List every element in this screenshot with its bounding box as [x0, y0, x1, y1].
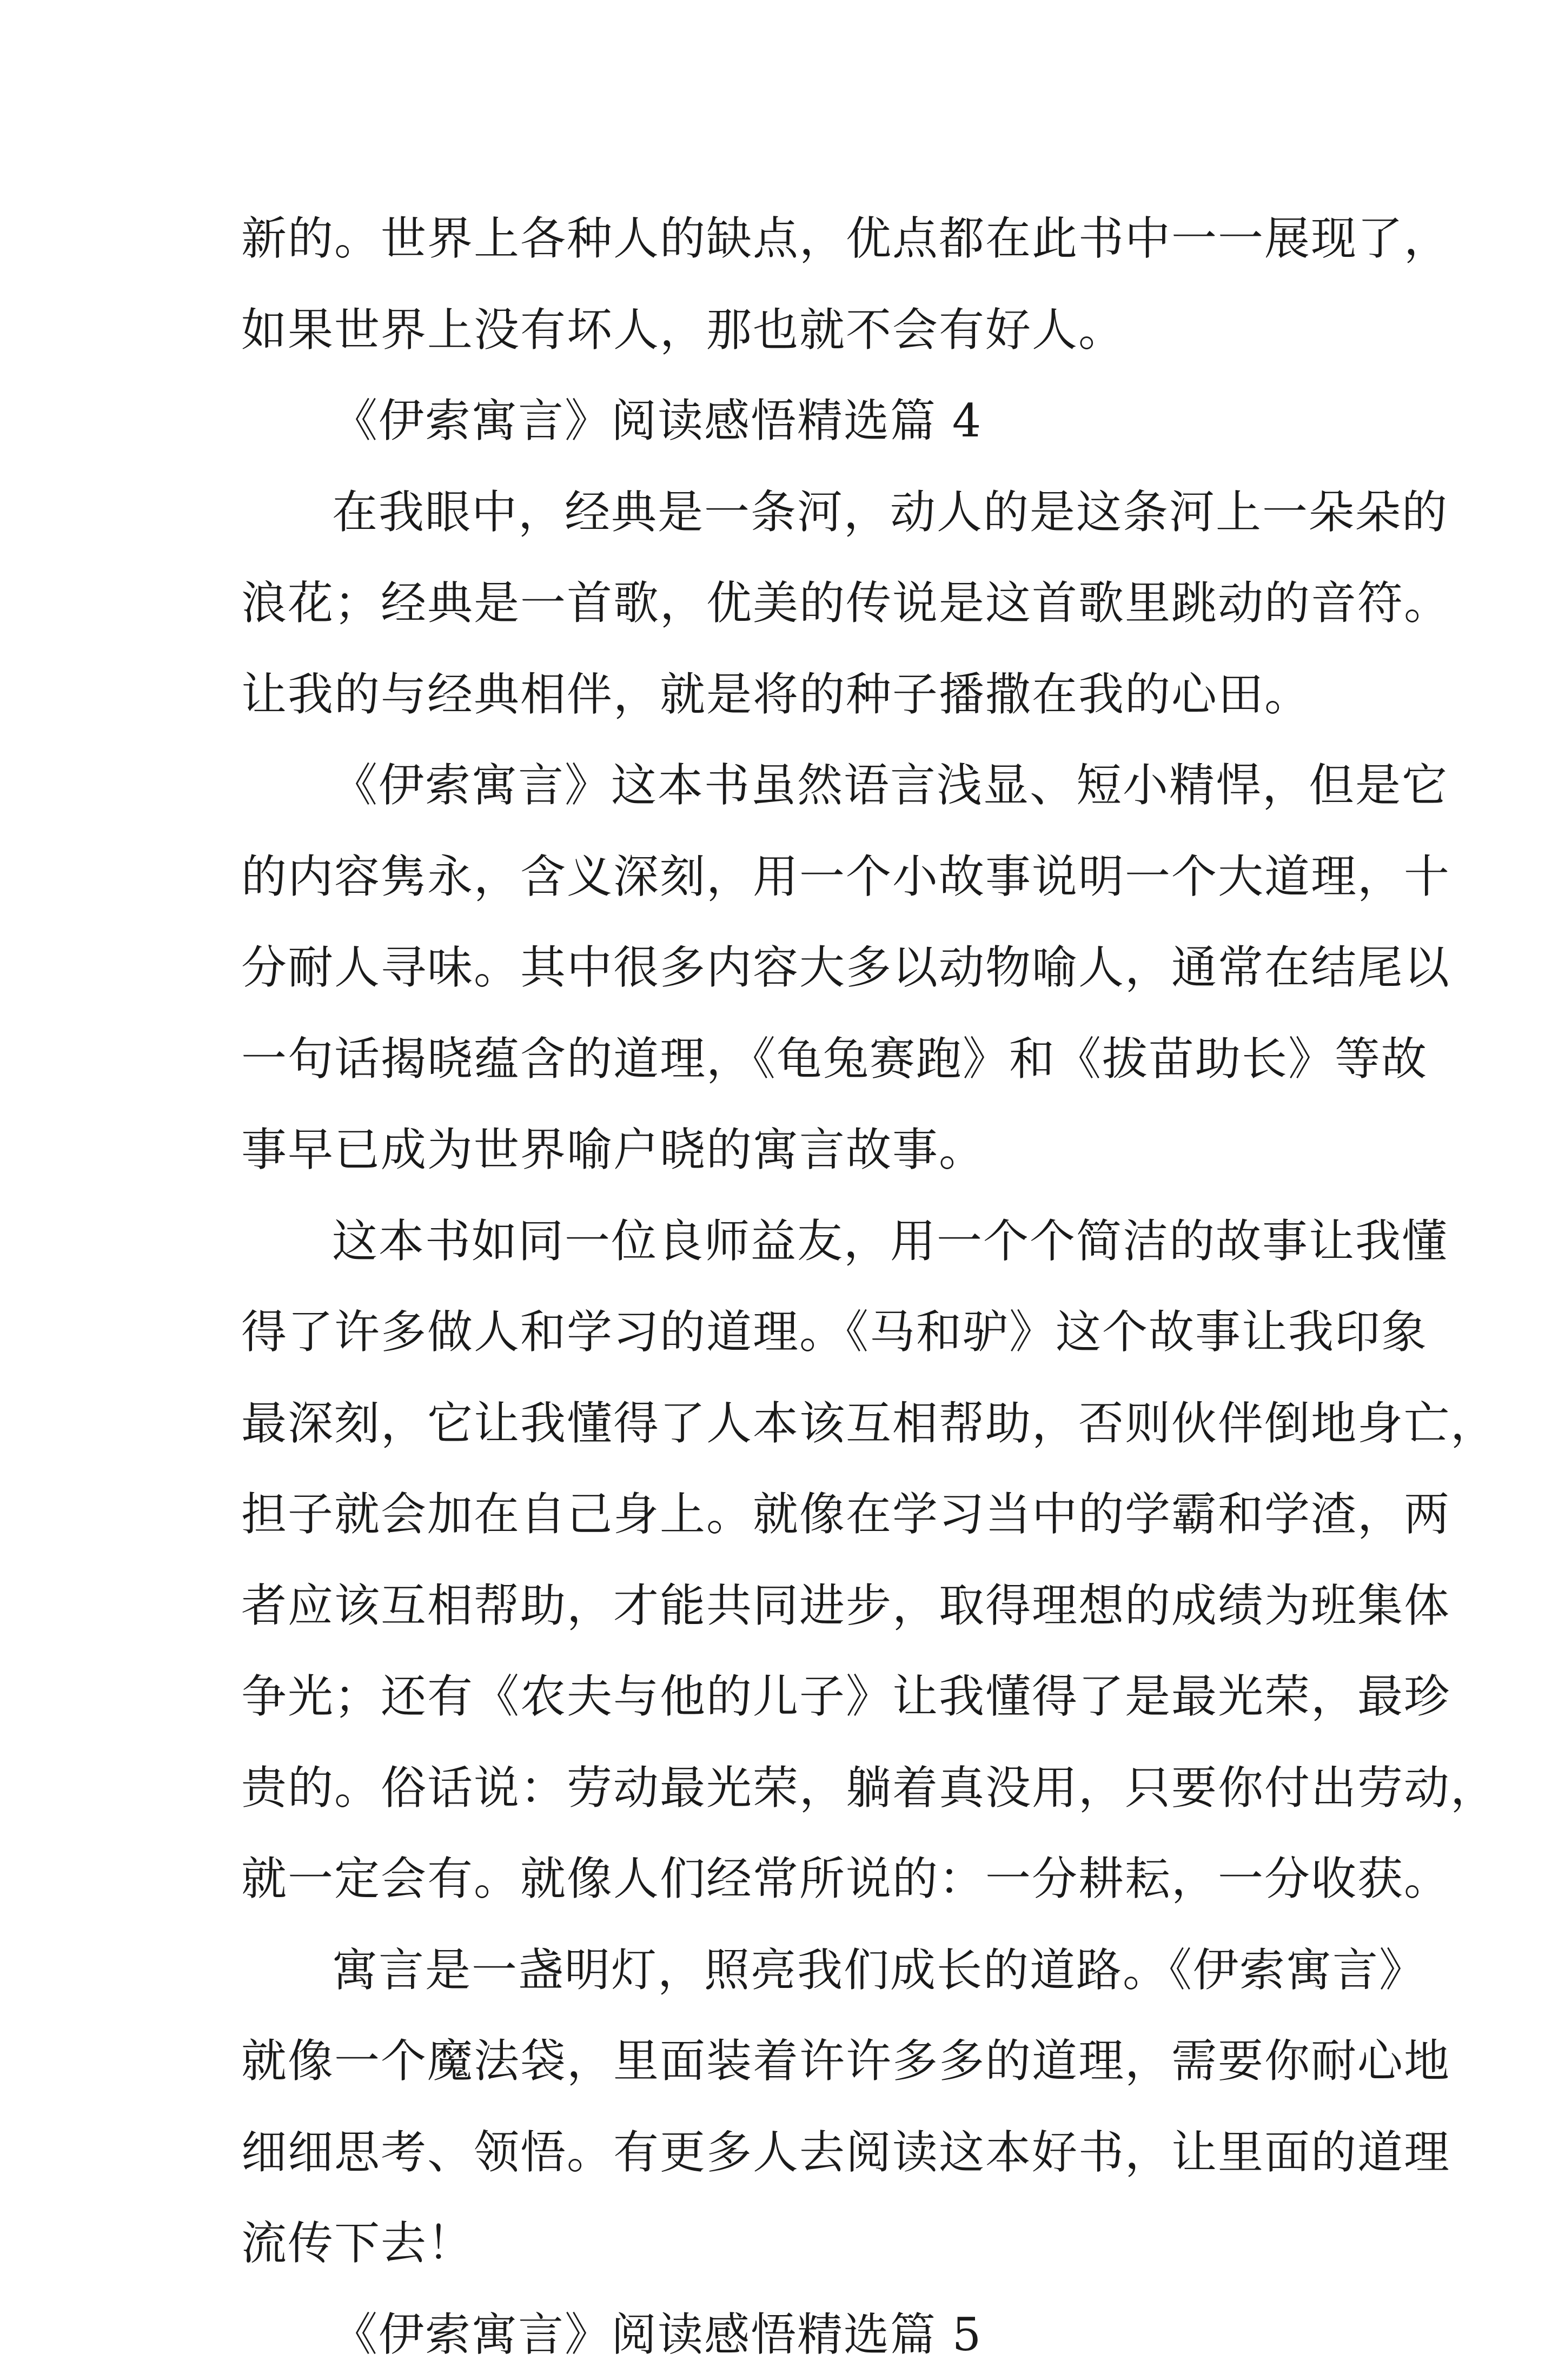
section-heading-5: [241, 2289, 1339, 2380]
text-line: 细细思考、领悟。有更多人去阅读这本好书，让里面的道理: [241, 2107, 1339, 2198]
text-line: 担子就会加在自己身上。就像在学习当中的学霸和学渣，两: [241, 1469, 1339, 1560]
section-heading-4: [241, 375, 1339, 467]
paragraph-teacher: [241, 1196, 1339, 1925]
paragraph-book: [241, 740, 1339, 1196]
text-line: 就一定会有。就像人们经常所说的：一分耕耘，一分收获。: [241, 1833, 1339, 1925]
text-line: 事早已成为世界喻户晓的寓言故事。: [241, 1104, 1339, 1196]
paragraph-continued: [241, 193, 1339, 375]
text-line: 让我的与经典相伴，就是将的种子播撒在我的心田。: [241, 649, 1339, 740]
text-line: 在我眼中，经典是一条河，动人的是这条河上一朵朵的: [241, 467, 1339, 558]
text-line: 得了许多做人和学习的道理。《马和驴》这个故事让我印象: [241, 1287, 1339, 1378]
text-line: 寓言是一盏明灯，照亮我们成长的道路。《伊索寓言》: [241, 1925, 1339, 2016]
document-body: [241, 193, 1339, 2380]
text-line: 的内容隽永，含义深刻，用一个小故事说明一个大道理，十: [241, 831, 1339, 923]
heading-line: 《伊索寓言》阅读感悟精选篇 5: [241, 2289, 1339, 2380]
text-line: 这本书如同一位良师益友，用一个个简洁的故事让我懂: [241, 1196, 1339, 1287]
text-line: 新的。世界上各种人的缺点，优点都在此书中一一展现了，: [241, 193, 1339, 284]
paragraph-lamp: [241, 1925, 1339, 2289]
text-line: 最深刻，它让我懂得了人本该互相帮助，否则伙伴倒地身亡，: [241, 1378, 1339, 1469]
text-line: 一句话揭晓蕴含的道理，《龟兔赛跑》和《拔苗助长》等故: [241, 1013, 1339, 1105]
text-line: 贵的。俗话说：劳动最光荣，躺着真没用，只要你付出劳动，: [241, 1742, 1339, 1834]
text-line: 流传下去！: [241, 2198, 1339, 2289]
text-line: 就像一个魔法袋，里面装着许许多多的道理，需要你耐心地: [241, 2016, 1339, 2107]
text-line: 分耐人寻味。其中很多内容大多以动物喻人，通常在结尾以: [241, 922, 1339, 1013]
text-line: 者应该互相帮助，才能共同进步，取得理想的成绩为班集体: [241, 1560, 1339, 1652]
text-line: 如果世界上没有坏人，那也就不会有好人。: [241, 284, 1339, 376]
heading-line: 《伊索寓言》阅读感悟精选篇 4: [241, 375, 1339, 467]
paragraph-river: [241, 467, 1339, 740]
text-line: 《伊索寓言》这本书虽然语言浅显、短小精悍，但是它: [241, 740, 1339, 831]
text-line: 争光；还有《农夫与他的儿子》让我懂得了是最光荣，最珍: [241, 1651, 1339, 1742]
text-line: 浪花；经典是一首歌，优美的传说是这首歌里跳动的音符。: [241, 558, 1339, 649]
